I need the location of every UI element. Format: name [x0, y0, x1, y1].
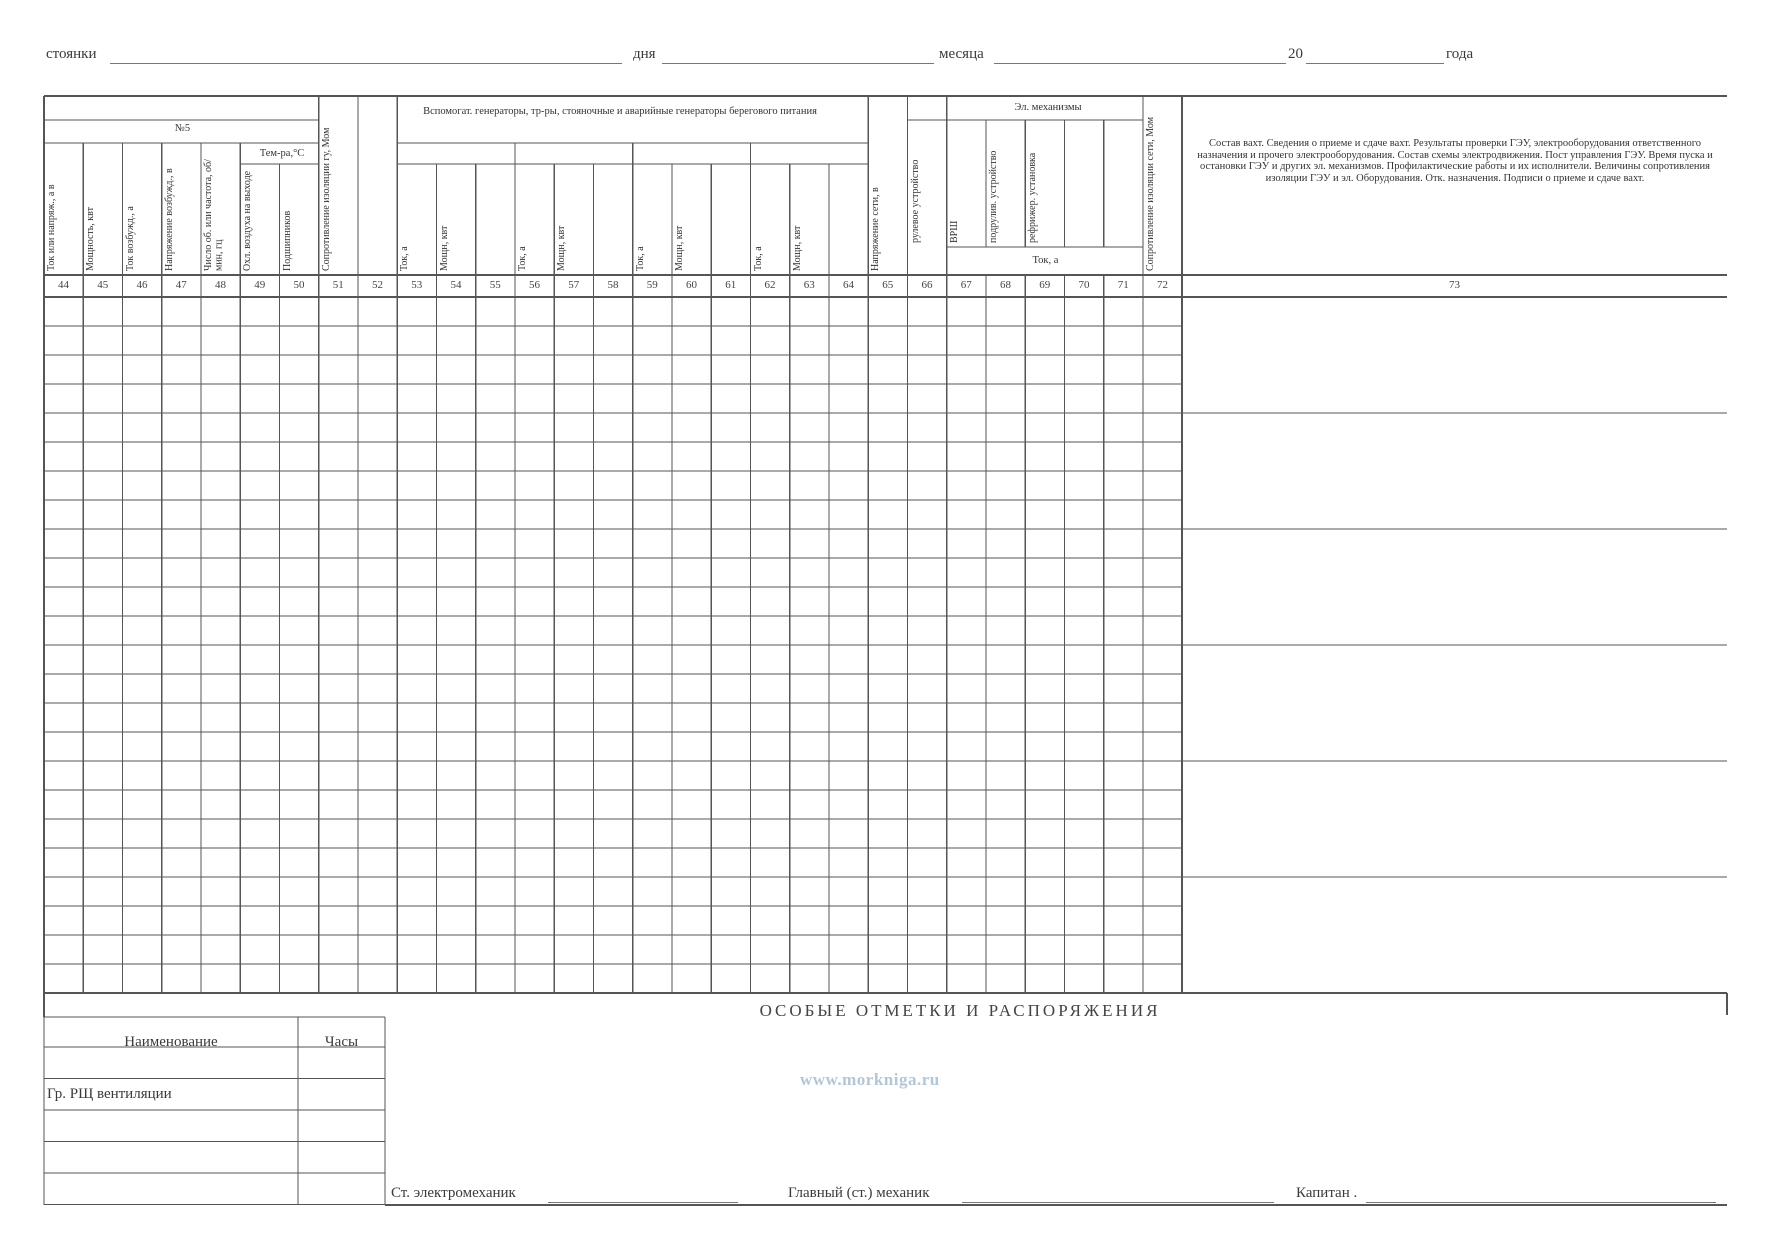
column-number-46: 46 — [136, 279, 148, 291]
column-number-62: 62 — [764, 279, 776, 291]
column-number-65: 65 — [882, 279, 894, 291]
month-label: месяца — [939, 46, 984, 62]
temperature-label: Тем-ра,°С — [259, 148, 305, 159]
column-number-56: 56 — [529, 279, 540, 291]
column-number-44: 44 — [58, 279, 69, 291]
chief-electrician-label: Ст. электромеханик — [391, 1185, 516, 1201]
column-number-51: 51 — [332, 279, 344, 291]
log-table-row[interactable] — [44, 413, 1182, 442]
bottom-table-hours-cell[interactable] — [301, 1180, 382, 1200]
notes-cell[interactable] — [1182, 877, 1727, 993]
column-header-60: Мощн, квт — [674, 225, 685, 271]
column-number-69: 69 — [1039, 279, 1051, 291]
column-header-56: Ток, а — [517, 246, 528, 271]
log-table-row[interactable] — [44, 471, 1182, 500]
column-number-45: 45 — [97, 279, 109, 291]
column-number-71: 71 — [1117, 279, 1129, 291]
column-header-54: Мощн, квт — [438, 225, 450, 271]
column-header-49: Охл. воздуха на выходе — [242, 170, 254, 271]
notes-cell[interactable] — [1182, 645, 1727, 761]
column-number-53: 53 — [411, 279, 423, 291]
watermark: www.morkniga.ru — [800, 1070, 940, 1089]
notes-cell[interactable] — [1182, 413, 1727, 529]
column-number-49: 49 — [254, 279, 266, 291]
log-table-row[interactable] — [44, 674, 1182, 703]
column-number-72: 72 — [1157, 279, 1168, 291]
column-header-59: Ток, а — [634, 246, 646, 271]
year-prefix: 20 — [1288, 46, 1303, 62]
log-table-row[interactable] — [44, 558, 1182, 587]
column-header-45: Мощность, квт — [85, 206, 97, 271]
bottom-table-name-cell[interactable] — [47, 1149, 295, 1169]
notes-cell[interactable] — [1182, 297, 1727, 413]
year-label: года — [1446, 46, 1474, 62]
log-table-row[interactable] — [44, 935, 1182, 964]
bottom-table-name-cell[interactable] — [47, 1117, 295, 1137]
column-number-60: 60 — [686, 279, 697, 291]
bottom-table-header-hours: Часы — [324, 1034, 359, 1050]
log-table-row[interactable] — [44, 500, 1182, 529]
column-number-57: 57 — [568, 279, 580, 291]
log-table-row[interactable] — [44, 616, 1182, 645]
chief-engineer-label: Главный (ст.) механик — [788, 1185, 930, 1201]
column-number-66: 66 — [921, 279, 933, 291]
column-header-50: Подшипников — [281, 210, 293, 271]
el-mechanisms-title: Эл. механизмы — [1014, 102, 1082, 113]
column-header-51: Сопротивление изоляции гу, Мом — [320, 127, 332, 271]
column-number-61: 61 — [725, 279, 737, 291]
generator-number-label: №5 — [174, 123, 191, 134]
column-header-47: Напряжение возбужд., в — [163, 168, 175, 271]
column-number-48: 48 — [215, 279, 226, 291]
bottom-table-hours-cell[interactable] — [301, 1086, 382, 1106]
notes-column-header: Состав вахт. Сведения о приеме и сдаче вахт. Результаты проверки ГЭУ, электрооборудования ответственного назначения и прочего электрооборудования. Состав схемы электродвижения. Пост управления ГЭУ. Время пуска и остановки ГЭУ и других эл. механизмов. Профилактические работы и их исполнители. Величины сопротивления изоляции ГЭУ и эл. Оборудования. Отк. назначения. Подписи о приеме и сдаче вахт. — [1197, 138, 1713, 184]
bottom-table-name-cell[interactable] — [47, 1180, 295, 1200]
column-header-62: Ток, а — [752, 246, 764, 271]
special-notes-title: ОСОБЫЕ ОТМЕТКИ И РАСПОРЯЖЕНИЯ — [759, 1001, 1161, 1020]
column-header-46: Ток возбужд., а — [124, 206, 136, 271]
bottom-table-name-cell[interactable]: Гр. РЩ вентиляции — [47, 1085, 172, 1102]
log-table-row[interactable] — [44, 442, 1182, 471]
log-table-row[interactable] — [44, 790, 1182, 819]
chief-engineer-signature-field[interactable] — [962, 1202, 1274, 1203]
column-header-68: подрулив. устройство — [988, 150, 999, 243]
log-table-row[interactable] — [44, 703, 1182, 732]
column-header-72: Сопротивление изоляции сети, Мом — [1145, 116, 1156, 271]
log-table-row[interactable] — [44, 297, 1182, 326]
column-header-66: рулевое устройство — [909, 159, 921, 243]
column-number-73: 73 — [1449, 279, 1460, 291]
aux-generators-title: Вспомогат. генераторы, тр-ры, стояночные и аварийные генераторы берегового питания — [423, 106, 817, 117]
column-number-47: 47 — [175, 279, 187, 291]
log-table-row[interactable] — [44, 819, 1182, 848]
log-table-row[interactable] — [44, 877, 1182, 906]
column-header-53: Ток, а — [399, 246, 411, 271]
column-header-63: Мощн, квт — [791, 225, 803, 271]
column-number-64: 64 — [843, 279, 854, 291]
column-number-54: 54 — [450, 279, 462, 291]
column-header-44: Ток или напряж., а в — [46, 184, 57, 271]
column-number-70: 70 — [1078, 279, 1090, 291]
notes-cell[interactable] — [1182, 529, 1727, 645]
log-table-row[interactable] — [44, 906, 1182, 935]
bottom-table-header-name: Наименование — [124, 1034, 218, 1050]
notes-cell[interactable] — [1182, 761, 1727, 877]
bottom-table-hours-cell[interactable] — [301, 1054, 382, 1074]
log-table-row[interactable] — [44, 964, 1182, 993]
column-header-67: ВРШ — [948, 220, 960, 243]
column-number-58: 58 — [607, 279, 619, 291]
bottom-table-name-cell[interactable] — [47, 1054, 295, 1074]
log-table-row[interactable] — [44, 645, 1182, 674]
column-number-50: 50 — [293, 279, 305, 291]
log-table-row[interactable] — [44, 761, 1182, 790]
column-header-57: Мощн, квт — [556, 225, 568, 271]
column-number-59: 59 — [646, 279, 658, 291]
column-number-55: 55 — [489, 279, 501, 291]
column-number-68: 68 — [1000, 279, 1011, 291]
bottom-table-hours-cell[interactable] — [301, 1149, 382, 1169]
column-header-48: Число об. или частота, об/мин, гц — [203, 159, 225, 271]
captain-label: Капитан . — [1296, 1185, 1358, 1201]
log-table-row[interactable] — [44, 848, 1182, 877]
el-mechanisms-current-label: Ток, а — [1032, 255, 1059, 266]
column-header-65: Напряжение сети, в — [870, 187, 882, 271]
chief-electrician-signature-field[interactable] — [548, 1202, 738, 1203]
day-label: дня — [633, 46, 656, 62]
log-table-row[interactable] — [44, 326, 1182, 355]
bottom-table-hours-cell[interactable] — [301, 1117, 382, 1137]
log-table-row[interactable] — [44, 587, 1182, 616]
column-number-67: 67 — [960, 279, 972, 291]
column-header-69: рефрижер. установка — [1027, 152, 1039, 243]
column-number-63: 63 — [803, 279, 815, 291]
log-table-row[interactable] — [44, 529, 1182, 558]
log-table-row[interactable] — [44, 355, 1182, 384]
column-number-52: 52 — [372, 279, 383, 291]
log-table-row[interactable] — [44, 384, 1182, 413]
captain-signature-field[interactable] — [1366, 1202, 1716, 1203]
stop-label: стоянки — [46, 46, 97, 62]
log-table-row[interactable] — [44, 732, 1182, 761]
